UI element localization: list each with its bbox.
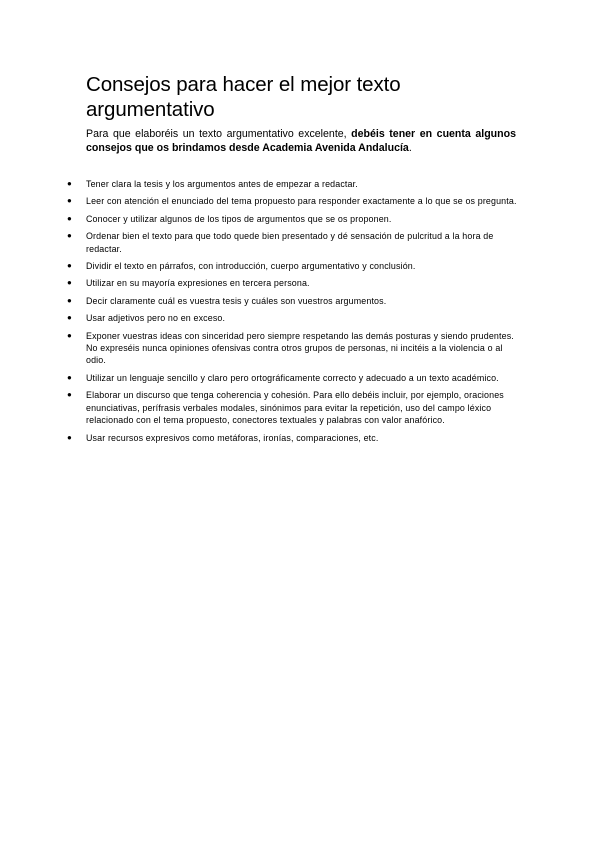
bullet-icon: ● xyxy=(67,432,72,442)
list-item xyxy=(63,432,518,444)
list-item xyxy=(63,372,518,384)
list-item-text: Utilizar un lenguaje sencillo y claro pero ortográficamente correcto y adecuado a un texto académico. xyxy=(86,372,499,383)
list-item xyxy=(63,389,518,426)
bullet-icon: ● xyxy=(67,213,72,223)
list-item xyxy=(63,295,518,307)
list-item xyxy=(63,330,518,367)
list-item-text: Dividir el texto en párrafos, con introducción, cuerpo argumentativo y conclusión. xyxy=(86,261,416,272)
bullet-icon: ● xyxy=(67,231,72,241)
bullet-icon: ● xyxy=(67,372,72,382)
list-item-text: Exponer vuestras ideas con sinceridad pero siempre respetando las demás posturas y siendo prudentes. No expreséis nunca opiniones ofensivas contra otros grupos de personas, ni incitéis a la violencia o al odio. xyxy=(86,330,514,366)
list-item xyxy=(63,230,518,255)
document-title: Consejos para hacer el mejor texto argumentativo xyxy=(86,73,401,121)
list-item-text: Elaborar un discurso que tenga coherencia y cohesión. Para ello debéis incluir, por ejemplo, oraciones enunciativas, perífrasis verbales modales, sinónimos para evitar la repetición, uso del campo léxico relacionado con el tema propuesto, conectores textuales y palabras con valor anafórico. xyxy=(86,390,504,426)
list-item xyxy=(63,195,518,207)
bullet-icon: ● xyxy=(67,196,72,206)
list-item-text: Leer con atención el enunciado del tema propuesto para responder exactamente a lo que se os pregunta. xyxy=(86,196,517,207)
bullet-icon: ● xyxy=(67,330,72,340)
bullet-icon: ● xyxy=(67,179,72,188)
list-item-text: Tener clara la tesis y los argumentos antes de empezar a redactar. xyxy=(86,179,358,189)
list-item-text: Utilizar en su mayoría expresiones en tercera persona. xyxy=(86,278,310,289)
list-item xyxy=(63,178,518,190)
bullet-icon: ● xyxy=(67,261,72,271)
intro-bold-text: debéis tener en cuenta algunos consejos que os brindamos desde Academia Avenida Andalucía xyxy=(86,128,516,154)
bullet-icon: ● xyxy=(67,295,72,305)
intro-paragraph xyxy=(86,127,516,155)
list-item-text: Decir claramente cuál es vuestra tesis y cuáles son vuestros argumentos. xyxy=(86,295,387,306)
tips-list xyxy=(63,178,518,449)
intro-text: Para que elaboréis un texto argumentativo excelente, xyxy=(86,128,352,140)
list-item-text: Ordenar bien el texto para que todo quede bien presentado y dé sensación de pulcritud a la hora de redactar. xyxy=(86,231,494,254)
list-item-text: Usar adjetivos pero no en exceso. xyxy=(86,313,226,324)
list-item xyxy=(63,312,518,324)
list-item-text: Conocer y utilizar algunos de los tipos de argumentos que se os proponen. xyxy=(86,213,392,224)
list-item xyxy=(63,213,518,225)
list-item xyxy=(63,260,518,272)
list-item-text: Usar recursos expresivos como metáforas, ironías, comparaciones, etc. xyxy=(86,432,379,443)
bullet-icon: ● xyxy=(67,278,72,288)
bullet-icon: ● xyxy=(67,313,72,323)
intro-period: . xyxy=(408,142,412,154)
list-item xyxy=(63,277,518,289)
bullet-icon: ● xyxy=(67,390,72,400)
